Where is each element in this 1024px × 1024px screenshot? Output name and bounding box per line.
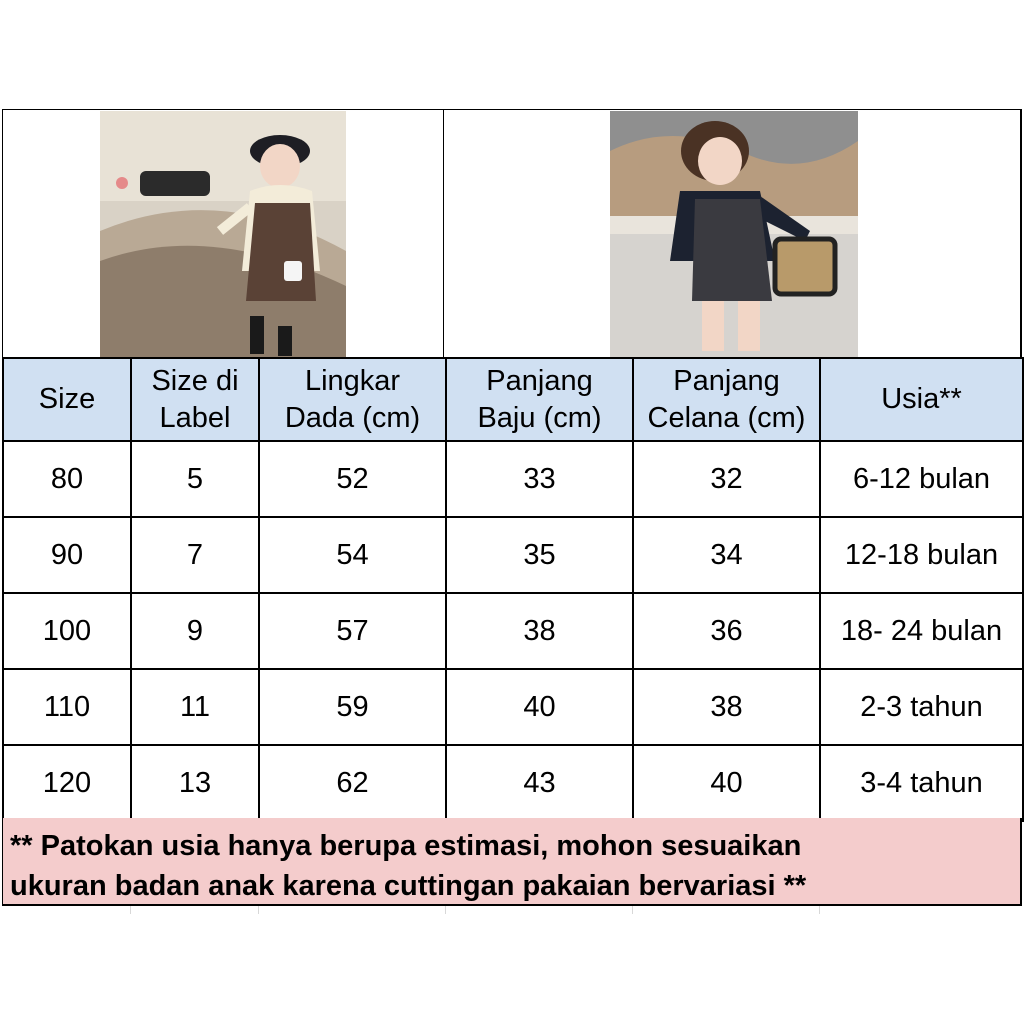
header-age: Usia** [820, 358, 1023, 441]
table-row [3, 593, 1023, 669]
cell-age: 18- 24 bulan [820, 593, 1023, 669]
cell-chest: 52 [259, 441, 446, 517]
photo-row [2, 109, 1022, 358]
age-disclaimer-note [2, 818, 1022, 906]
header-chest: Lingkar Dada (cm) [259, 358, 446, 441]
grid-line [819, 906, 820, 914]
cell-chest: 59 [259, 669, 446, 745]
cell-top-length: 38 [446, 593, 633, 669]
grid-line [130, 906, 131, 914]
table-row [3, 669, 1023, 745]
cell-top-length: 33 [446, 441, 633, 517]
cell-size: 90 [3, 517, 131, 593]
cell-chest: 62 [259, 745, 446, 821]
cell-size: 120 [3, 745, 131, 821]
cell-pants-length: 36 [633, 593, 820, 669]
header-pants-length: Panjang Celana (cm) [633, 358, 820, 441]
cell-chest: 57 [259, 593, 446, 669]
header-top-length: Panjang Baju (cm) [446, 358, 633, 441]
cell-size-label: 13 [131, 745, 259, 821]
note-line-1: ** Patokan usia hanya berupa estimasi, mohon sesuaikan [10, 830, 802, 862]
grid-line [632, 906, 633, 914]
cell-size-label: 7 [131, 517, 259, 593]
table-row [3, 745, 1023, 821]
cell-age: 12-18 bulan [820, 517, 1023, 593]
header-size-label: Size di Label [131, 358, 259, 441]
header-row [3, 358, 1023, 441]
grid-line [258, 906, 259, 914]
table-row [3, 441, 1023, 517]
cell-size: 100 [3, 593, 131, 669]
header-size: Size [3, 358, 131, 441]
cell-pants-length: 40 [633, 745, 820, 821]
cell-age: 2-3 tahun [820, 669, 1023, 745]
cell-pants-length: 32 [633, 441, 820, 517]
cell-top-length: 35 [446, 517, 633, 593]
cell-chest: 54 [259, 517, 446, 593]
cell-pants-length: 34 [633, 517, 820, 593]
cell-size-label: 11 [131, 669, 259, 745]
photo-girl-beret-overall [100, 111, 346, 357]
cell-pants-length: 38 [633, 669, 820, 745]
cell-size: 80 [3, 441, 131, 517]
cell-size: 110 [3, 669, 131, 745]
cell-age: 6-12 bulan [820, 441, 1023, 517]
cell-top-length: 43 [446, 745, 633, 821]
cell-size-label: 5 [131, 441, 259, 517]
photo-row-right-border [1020, 110, 1022, 358]
note-line-2: ukuran badan anak karena cuttingan pakaian bervariasi ** [10, 870, 807, 902]
photo-row-left-border [2, 110, 3, 358]
table-row [3, 517, 1023, 593]
grid-line [445, 906, 446, 914]
cell-top-length: 40 [446, 669, 633, 745]
photo-row-divider [443, 110, 444, 358]
size-table [2, 357, 1024, 822]
cell-age: 3-4 tahun [820, 745, 1023, 821]
cell-size-label: 9 [131, 593, 259, 669]
photo-girl-houndstooth-overall [610, 111, 858, 357]
